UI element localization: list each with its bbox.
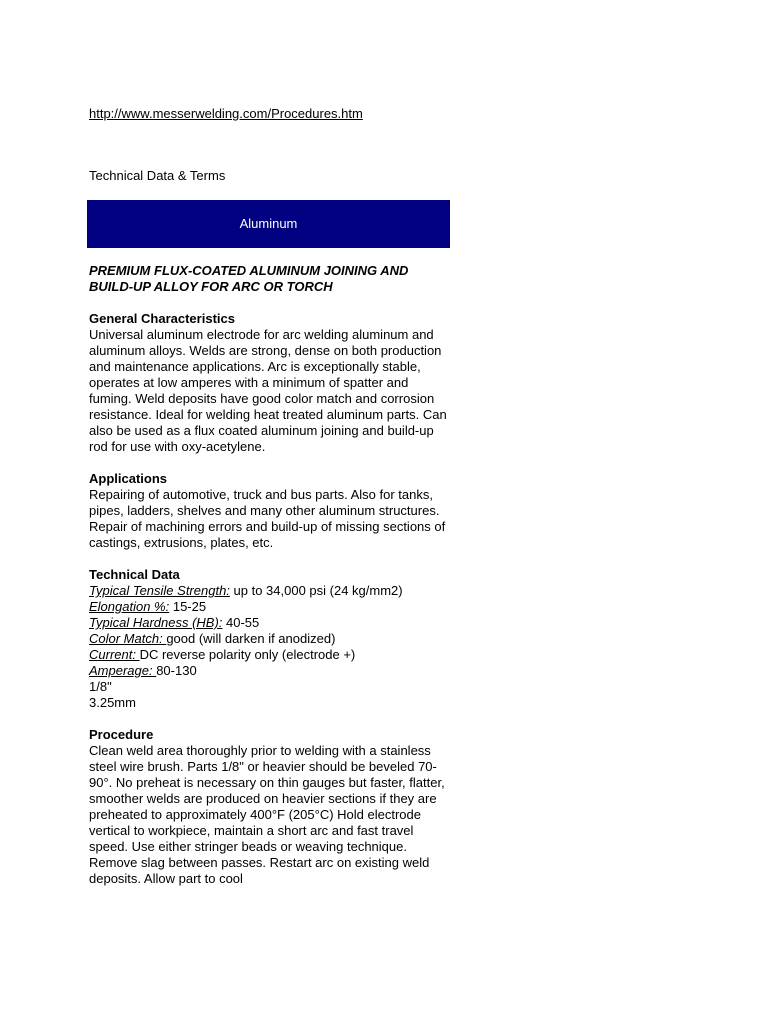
tech-label: Elongation %:	[89, 599, 170, 614]
tech-row-color-match	[89, 631, 451, 647]
technical-data-title: Technical Data	[89, 567, 180, 582]
tech-row-current	[89, 647, 451, 663]
tech-label: Color Match:	[89, 631, 167, 646]
page-subtitle: Technical Data & Terms	[89, 168, 226, 183]
applications-text: Repairing of automotive, truck and bus parts. Also for tanks, pipes, ladders, shelves and many other aluminum structures. Repair of machining errors and build-up of missing sections of castings, extrusions, plates, etc.	[89, 487, 446, 550]
procedure-text: Clean weld area thoroughly prior to welding with a stainless steel wire brush. Parts 1/8" or heavier should be beveled 70-90°. No preheat is necessary on thin gauges but faster, flatter, smoother welds are produced on heavier sections if they are preheated to approximately 400°F (205°C) Hold electrode vertical to workpiece, maintain a short arc and fast travel speed. Use either stringer beads or weaving technique. Remove slag between passes. Restart arc on existing weld deposits. Allow part to cool	[89, 743, 445, 886]
banner-label: Aluminum	[239, 216, 298, 231]
tech-value: up to 34,000 psi (24 kg/mm2)	[229, 583, 403, 598]
tech-label: Typical Hardness (HB):	[89, 615, 223, 630]
tech-value: 15-25	[169, 599, 207, 614]
tech-row-hardness	[89, 615, 451, 631]
tech-value: 80-130	[156, 663, 197, 678]
material-banner	[87, 200, 450, 248]
tech-row-amperage	[89, 663, 451, 679]
applications-title: Applications	[89, 471, 168, 486]
source-url-link[interactable]: http://www.messerwelding.com/Procedures.htm	[89, 106, 363, 121]
tech-row-elongation	[89, 599, 451, 615]
general-characteristics-text: Universal aluminum electrode for arc welding aluminum and aluminum alloys. Welds are strong, dense on both production and maintenance applications. Arc is exceptionally stable, operates at low amperes with a minimum of spatter and fuming. Weld deposits have good color match and corrosion resistance. Ideal for welding heat treated aluminum parts. Can also be used as a flux coated aluminum joining and build-up rod for use with oxy-acetylene.	[89, 327, 447, 454]
tech-row-tensile	[89, 583, 451, 599]
tech-value: DC reverse polarity only (electrode +)	[139, 647, 356, 662]
document-content	[89, 263, 451, 903]
product-headline: PREMIUM FLUX-COATED ALUMINUM JOINING AND BUILD-UP ALLOY FOR ARC OR TORCH	[89, 263, 409, 294]
tech-label: Amperage:	[89, 663, 157, 678]
tech-label: Current:	[89, 647, 140, 662]
procedure-title: Procedure	[89, 727, 154, 742]
tech-row-size-mm: 3.25mm	[89, 695, 136, 710]
tech-value: good (will darken if anodized)	[166, 631, 336, 646]
general-characteristics-title: General Characteristics	[89, 311, 235, 326]
section-spacer	[89, 711, 451, 727]
technical-data-list	[89, 583, 451, 711]
tech-row-size-inch: 1/8"	[89, 679, 112, 694]
tech-value: 40-55	[222, 615, 260, 630]
tech-label: Typical Tensile Strength:	[89, 583, 230, 598]
